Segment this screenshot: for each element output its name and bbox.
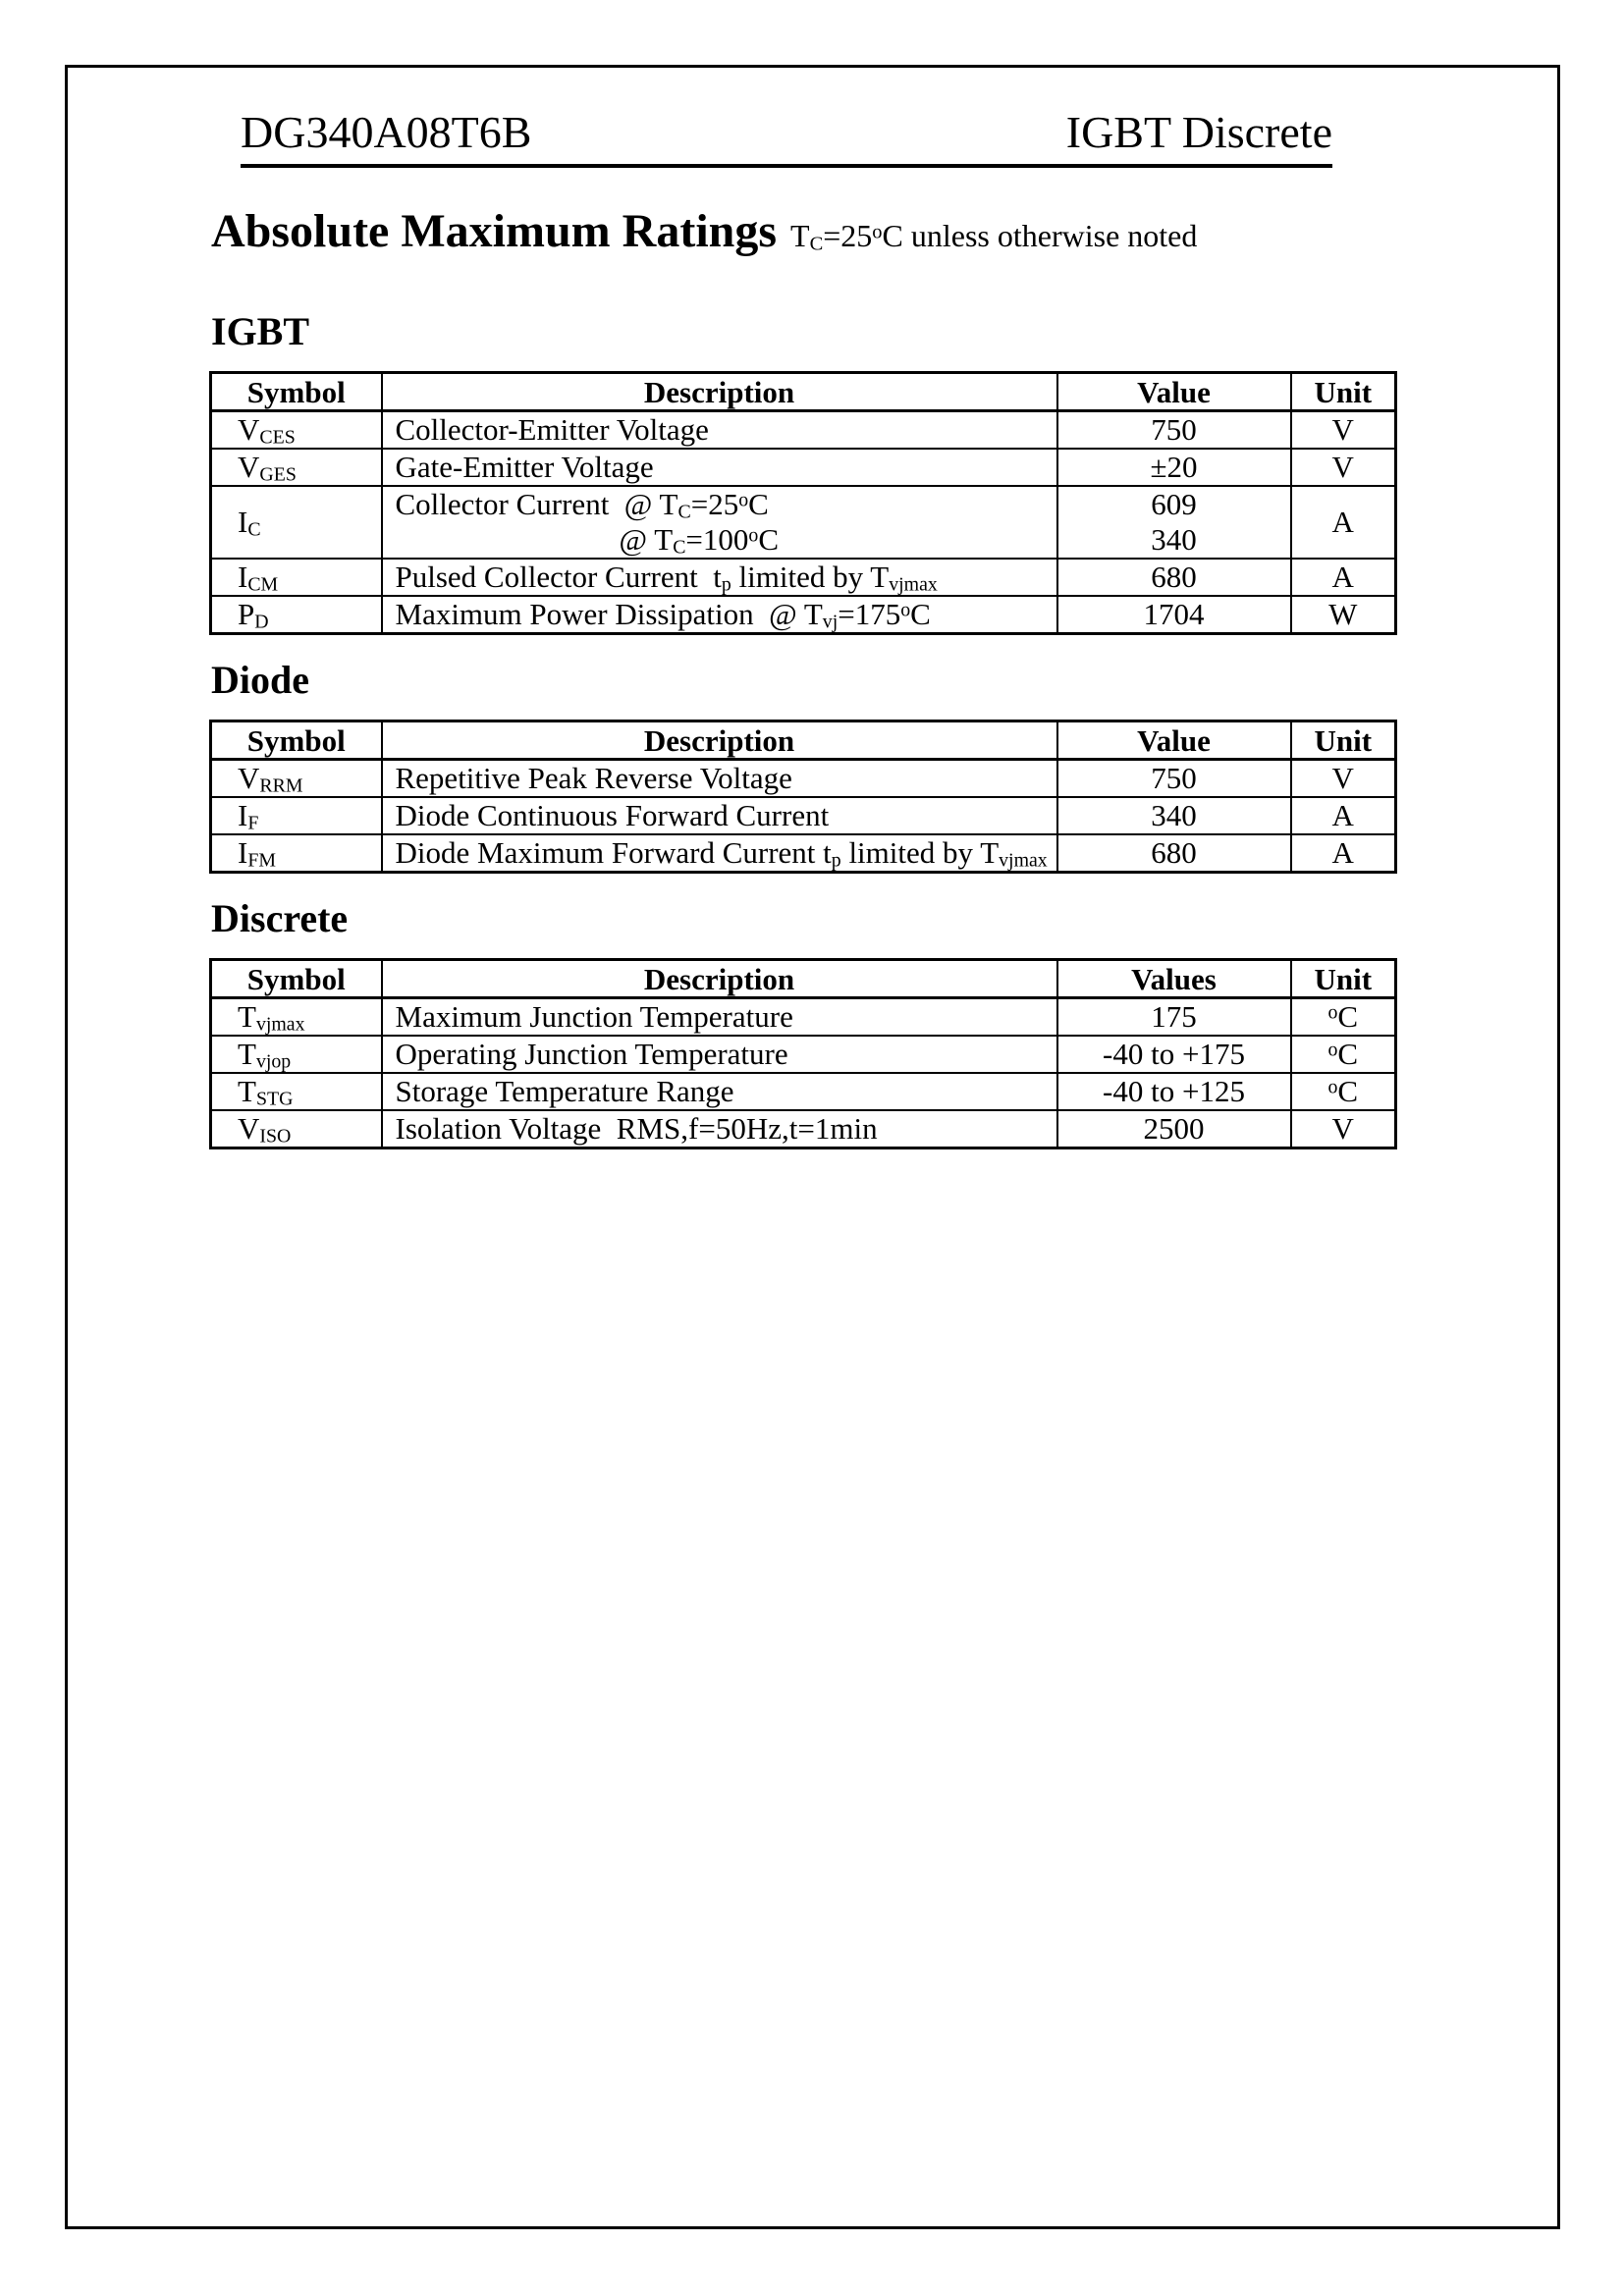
table-row	[211, 998, 1396, 1037]
description-cell: Operating Junction Temperature	[382, 1036, 1057, 1073]
column-header: Symbol	[211, 721, 382, 760]
section-heading: Diode	[211, 658, 309, 702]
value-cell: -40 to +175	[1057, 1036, 1291, 1073]
document-header	[241, 108, 1332, 168]
column-header: Value	[1057, 373, 1291, 411]
value-cell: 175	[1057, 998, 1291, 1037]
part-number: DG340A08T6B	[241, 107, 532, 157]
title-row	[211, 204, 1197, 258]
description-cell: Maximum Junction Temperature	[382, 998, 1057, 1037]
section-diode	[209, 658, 1394, 874]
ratings-table	[209, 371, 1397, 635]
section-heading: IGBT	[211, 309, 310, 353]
value-cell: 2500	[1057, 1110, 1291, 1148]
column-header: Unit	[1291, 721, 1396, 760]
page-title: Absolute Maximum Ratings	[211, 205, 778, 257]
symbol-cell: $V_{RRM}$	[211, 760, 382, 798]
table-header-row	[211, 373, 1396, 411]
table-row	[211, 1036, 1396, 1073]
test-condition-note: $T_C=25^oC$ unless otherwise noted	[790, 218, 1198, 255]
unit-cell: V	[1291, 1110, 1396, 1148]
column-header: Description	[382, 960, 1057, 998]
unit-cell: $^o$C	[1291, 1036, 1396, 1073]
product-family: IGBT Discrete	[1065, 107, 1332, 157]
column-header: Unit	[1291, 373, 1396, 411]
description-cell: Storage Temperature Range	[382, 1073, 1057, 1110]
symbol-cell: $T_{vjop}$	[211, 1036, 382, 1073]
value-cell: 609 340	[1057, 486, 1291, 559]
description-cell: Gate-Emitter Voltage	[382, 449, 1057, 486]
description-cell: Pulsed Collector Current $t_p$ limited by $T_{vjmax}$	[382, 559, 1057, 596]
unit-cell: A	[1291, 559, 1396, 596]
column-header: Symbol	[211, 960, 382, 998]
symbol-cell: $V_{CES}$	[211, 411, 382, 450]
symbol-cell: $I_C$	[211, 486, 382, 559]
table-row	[211, 596, 1396, 634]
symbol-cell: $V_{ISO}$	[211, 1110, 382, 1148]
column-header: Description	[382, 721, 1057, 760]
table-row	[211, 760, 1396, 798]
table-row	[211, 449, 1396, 486]
unit-cell: $^o$C	[1291, 1073, 1396, 1110]
unit-cell: V	[1291, 449, 1396, 486]
description-cell: Repetitive Peak Reverse Voltage	[382, 760, 1057, 798]
ratings-table	[209, 720, 1397, 874]
description-cell: Diode Maximum Forward Current $t_p$ limited by $T_{vjmax}$	[382, 834, 1057, 873]
section-heading: Discrete	[211, 896, 349, 940]
unit-cell: W	[1291, 596, 1396, 634]
unit-cell: $^o$C	[1291, 998, 1396, 1037]
column-header: Symbol	[211, 373, 382, 411]
sections	[209, 291, 1394, 1149]
table-row	[211, 797, 1396, 834]
section-igbt	[209, 309, 1394, 635]
column-header: Description	[382, 373, 1057, 411]
table-header-row	[211, 960, 1396, 998]
table-row	[211, 559, 1396, 596]
table-row	[211, 486, 1396, 559]
table-row	[211, 1073, 1396, 1110]
value-cell: 750	[1057, 411, 1291, 450]
unit-cell: V	[1291, 760, 1396, 798]
symbol-cell: $T_{vjmax}$	[211, 998, 382, 1037]
value-cell: -40 to +125	[1057, 1073, 1291, 1110]
column-header: Value	[1057, 721, 1291, 760]
value-cell: ±20	[1057, 449, 1291, 486]
unit-cell: V	[1291, 411, 1396, 450]
symbol-cell: $V_{GES}$	[211, 449, 382, 486]
value-cell: 1704	[1057, 596, 1291, 634]
symbol-cell: $P_D$	[211, 596, 382, 634]
table-header-row	[211, 721, 1396, 760]
description-cell: Isolation Voltage RMS,f=50Hz,t=1min	[382, 1110, 1057, 1148]
table-row	[211, 834, 1396, 873]
column-header: Values	[1057, 960, 1291, 998]
table-row	[211, 411, 1396, 450]
symbol-cell: $I_{FM}$	[211, 834, 382, 873]
description-cell: Diode Continuous Forward Current	[382, 797, 1057, 834]
table-row	[211, 1110, 1396, 1148]
description-cell: Collector Current @ $T_C=25^oC$ @ $T_C=100^oC$	[382, 486, 1057, 559]
value-cell: 680	[1057, 559, 1291, 596]
value-cell: 680	[1057, 834, 1291, 873]
section-discrete	[209, 896, 1394, 1149]
column-header: Unit	[1291, 960, 1396, 998]
symbol-cell: $T_{STG}$	[211, 1073, 382, 1110]
unit-cell: A	[1291, 486, 1396, 559]
value-cell: 750	[1057, 760, 1291, 798]
ratings-table	[209, 958, 1397, 1149]
symbol-cell: $I_{CM}$	[211, 559, 382, 596]
description-cell: Collector-Emitter Voltage	[382, 411, 1057, 450]
description-cell: Maximum Power Dissipation @ $T_{vj}=175^oC$	[382, 596, 1057, 634]
symbol-cell: $I_F$	[211, 797, 382, 834]
value-cell: 340	[1057, 797, 1291, 834]
unit-cell: A	[1291, 834, 1396, 873]
unit-cell: A	[1291, 797, 1396, 834]
